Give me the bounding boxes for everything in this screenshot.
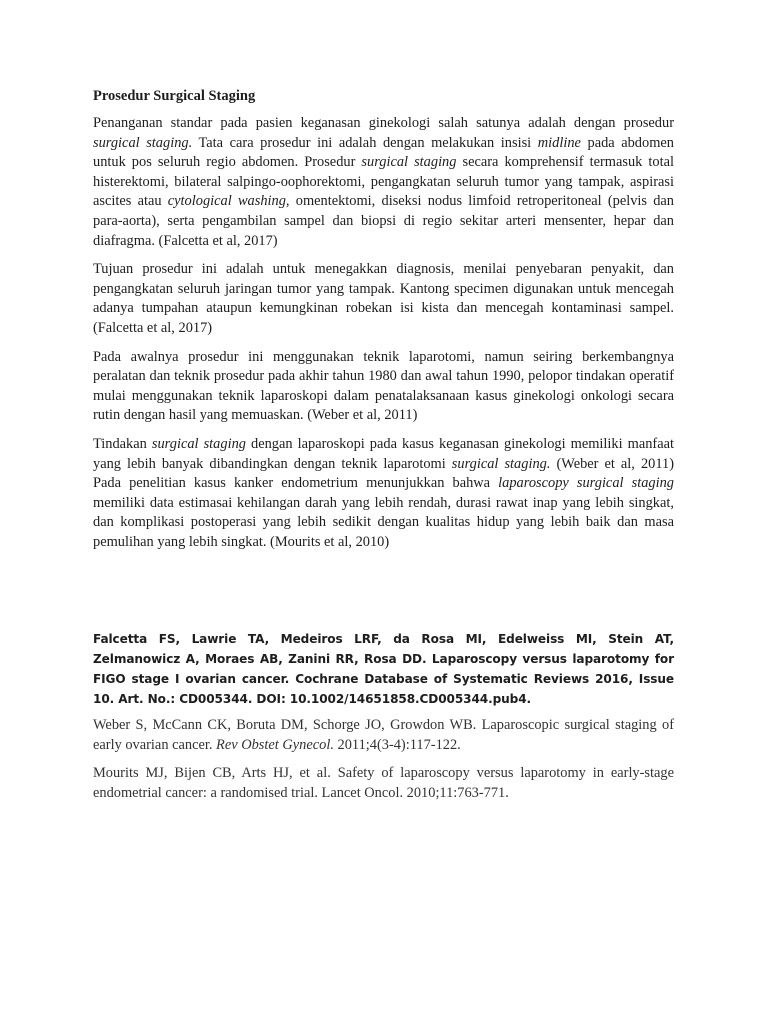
paragraph-4-italic-f: laparoscopy surgical staging <box>498 475 674 492</box>
paragraph-4-text-c: dengan laparoskopi pada kasus keganasan ginekologi memiliki manfaat yang lebih banyak dibandingkan dengan teknik laparotomi <box>93 435 674 472</box>
references-section <box>93 629 674 812</box>
paragraph-1-text-i: , omentektomi, diseksi nodus limfoid retroperitoneal (pelvis dan para-aorta), serta pengambilan sampel dan biopsi di regio sekitar arteri mensenter, hepar dan diafragma. (Falcetta et al, 2017) <box>93 193 674 249</box>
paragraph-1-italic-f: surgical staging <box>361 154 457 171</box>
paragraph-1-text-e: pada abdomen untuk pos seluruh regio abdomen. Prosedur <box>93 134 674 171</box>
paragraph-3: Pada awalnya prosedur ini menggunakan teknik laparotomi, namun seiring berkembangnya peralatan dan teknik prosedur pada akhir tahun 1980 dan awal tahun 1990, pelopor tindakan operatif mulai menggunakan teknik laparoskopi dalam penatalaksanaan kasus ginekologi onkologi secara rutin dengan hasil yang memuaskan. (Weber et al, 2011) <box>93 348 674 424</box>
paragraph-1-text-c: Tata cara prosedur ini adalah dengan melakukan insisi <box>192 134 538 151</box>
paragraph-4-text-a: Tindakan <box>93 435 152 452</box>
reference-weber-text-a: Weber S, McCann CK, Boruta DM, Schorge JO, Growdon WB. Laparoscopic surgical staging of early ovarian cancer. <box>93 717 674 753</box>
document-body <box>93 86 674 561</box>
reference-weber-journal: Rev Obstet Gynecol. <box>216 736 334 753</box>
paragraph-4-italic-b: surgical staging <box>151 435 246 452</box>
paragraph-1-italic-b: surgical staging. <box>93 134 193 151</box>
paragraph-1-italic-h: cytological washing <box>167 193 286 210</box>
reference-weber-text-c: 2011;4(3-4):117-122. <box>333 736 461 753</box>
paragraph-1-text-g: secara komprehensif termasuk total histerektomi, bilateral salpingo-oophorektomi, pengangkatan seluruh tumor yang tampak, aspirasi ascites atau <box>93 154 674 210</box>
paragraph-4-text-e: (Weber et al, 2011) Pada penelitian kasus kanker endometrium menunjukkan bahwa <box>93 455 674 492</box>
document-title: Prosedur Surgical Staging <box>93 88 256 104</box>
paragraph-2: Tujuan prosedur ini adalah untuk menegakkan diagnosis, menilai penyebaran penyakit, dan pengangkatan seluruh jaringan tumor yang tampak. Kantong specimen digunakan untuk mencegah adanya tumpahan ataupun kemungkinan robekan isi kista dan mencegah kontaminasi sampel. (Falcetta et al, 2017) <box>93 261 674 336</box>
paragraph-1-italic-d: midline <box>537 134 581 151</box>
paragraph-4-italic-d: surgical staging. <box>451 455 551 472</box>
reference-mourits: Mourits MJ, Bijen CB, Arts HJ, et al. Safety of laparoscopy versus laparotomy in early-stage endometrial cancer: a randomised trial. Lancet Oncol. 2010;11:763-771. <box>93 765 674 801</box>
paragraph-4 <box>93 435 674 553</box>
paragraph-1-text-a: Penanganan standar pada pasien keganasan ginekologi salah satunya adalah dengan prosedur <box>93 115 674 131</box>
reference-falcetta: Falcetta FS, Lawrie TA, Medeiros LRF, da Rosa MI, Edelweiss MI, Stein AT, Zelmanowicz A, Moraes AB, Zanini RR, Rosa DD. Laparoscopy versus laparotomy for FIGO stage I ovarian cancer. Cochrane Database of Systematic Reviews 2016, Issue 10. Art. No.: CD005344. DOI: 10.1002/14651858.CD005344.pub4. <box>93 632 674 706</box>
paragraph-1 <box>93 114 674 251</box>
reference-weber <box>93 716 674 755</box>
paragraph-4-text-g: memiliki data estimasai kehilangan darah yang lebih rendah, durasi rawat inap yang lebih singkat, dan komplikasi postoperasi yang lebih sedikit dengan kualitas hidup yang lebih baik dan masa pemulihan yang lebih singkat. (Mourits et al, 2010) <box>93 494 674 550</box>
